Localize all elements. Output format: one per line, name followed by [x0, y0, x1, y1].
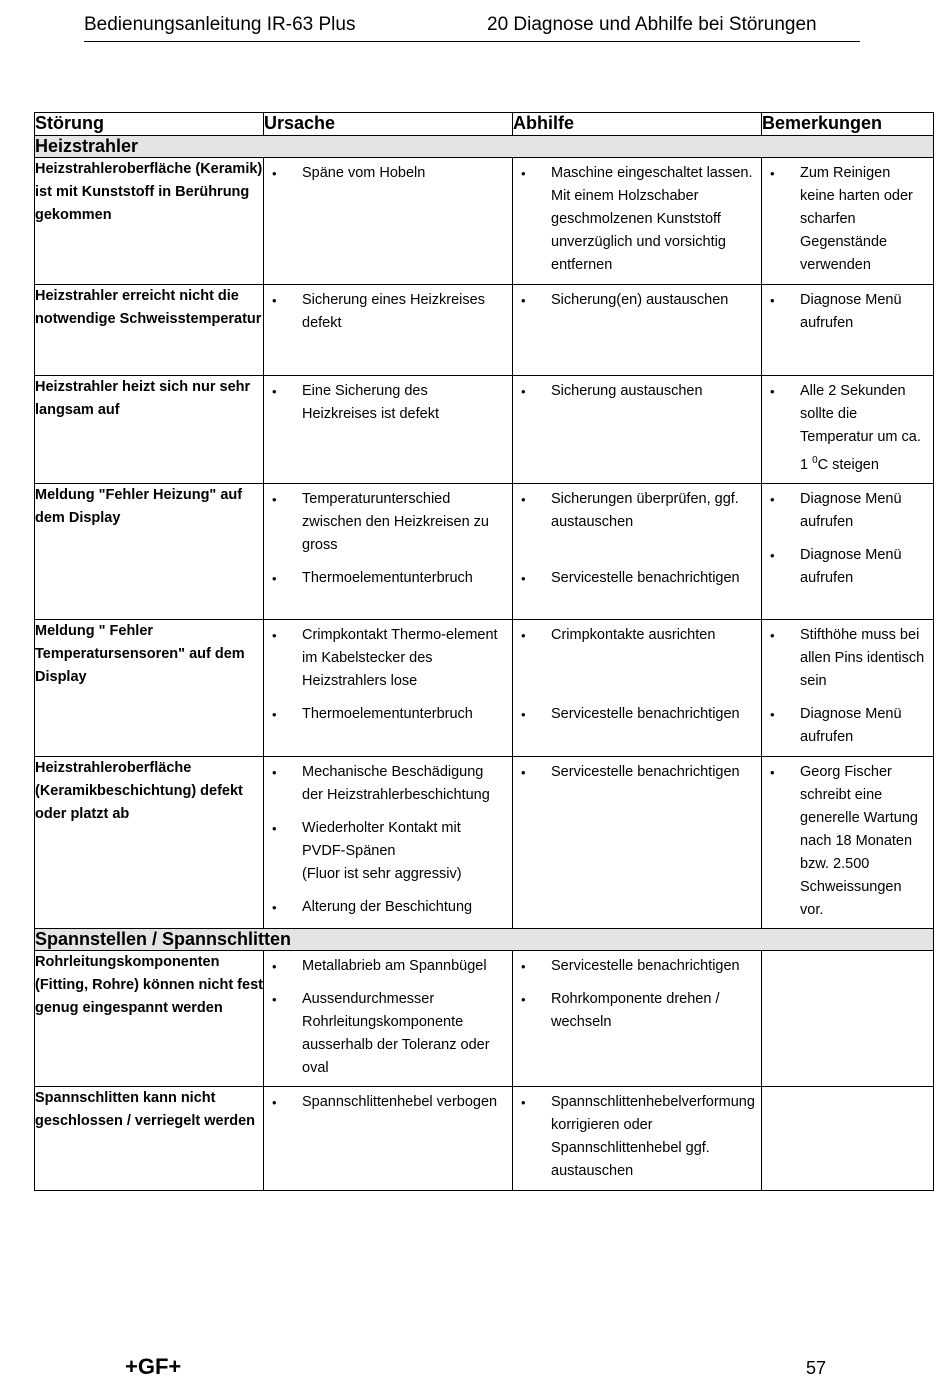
- ursache-cell: [264, 158, 513, 285]
- list-item: [264, 817, 506, 886]
- bemerkungen-cell: [762, 756, 934, 928]
- stoerung-cell: Rohrleitungskomponenten (Fitting, Rohre) können nicht fest genug eingespannt werden: [35, 950, 264, 1086]
- bemerkungen-cell: [762, 1086, 934, 1190]
- column-header-bemerkungen: Bemerkungen: [762, 113, 934, 136]
- stoerung-cell: Heizstrahleroberfläche (Keramik) ist mit Kunststoff in Berührung gekommen: [35, 158, 264, 285]
- document-title: Bedienungsanleitung IR-63 Plus: [84, 14, 356, 35]
- list-item: • Metallabrieb am Spannbügel: [264, 955, 506, 978]
- bemerkungen-cell: [762, 285, 934, 376]
- list-item: • Spannschlittenhebel verbogen: [264, 1091, 506, 1114]
- section-title: Heizstrahler: [35, 136, 934, 158]
- stoerung-cell: Meldung "Fehler Heizung" auf dem Display: [35, 483, 264, 619]
- bemerkungen-cell: [762, 483, 934, 619]
- table-row: [35, 158, 934, 285]
- column-header-ursache: Ursache: [264, 113, 513, 136]
- remark-text: Alle 2 Sekunden sollte die Temperatur um ca. 1: [800, 383, 921, 473]
- bemerkungen-cell: [762, 619, 934, 756]
- list-item: • Crimpkontakte ausrichten: [513, 624, 755, 647]
- table-row: [35, 619, 934, 756]
- abhilfe-cell: [513, 376, 762, 484]
- table-row: [35, 483, 934, 619]
- list-item: • Diagnose Menü aufrufen: [762, 703, 927, 749]
- list-item: • Sicherung austauschen: [513, 380, 755, 403]
- list-item: • Aussendurchmesser Rohrleitungskomponente ausserhalb der Toleranz oder oval: [264, 988, 506, 1080]
- list-item: • Temperaturunterschied zwischen den Heizkreisen zu gross: [264, 488, 506, 557]
- list-item: • Zum Reinigen keine harten oder scharfen Gegenstände verwenden: [762, 162, 927, 277]
- stoerung-cell: Heizstrahleroberfläche (Keramikbeschichtung) defekt oder platzt ab: [35, 756, 264, 928]
- section-title: Spannstellen / Spannschlitten: [35, 928, 934, 950]
- abhilfe-cell: [513, 483, 762, 619]
- gf-logo: +GF+: [125, 1354, 182, 1379]
- list-item: • Spannschlittenhebelverformung korrigieren oder Spannschlittenhebel ggf. austauschen: [513, 1091, 755, 1183]
- list-item: • Alterung der Beschichtung: [264, 896, 506, 919]
- list-item: • Sicherungen überprüfen, ggf. austauschen: [513, 488, 755, 534]
- list-item: • Eine Sicherung des Heizkreises ist defekt: [264, 380, 506, 426]
- bemerkungen-cell: [762, 158, 934, 285]
- abhilfe-cell: [513, 619, 762, 756]
- ursache-cell: [264, 1086, 513, 1190]
- stoerung-cell: Heizstrahler erreicht nicht die notwendige Schweisstemperatur: [35, 285, 264, 376]
- list-item: • Diagnose Menü aufrufen: [762, 544, 927, 590]
- abhilfe-cell: [513, 285, 762, 376]
- bemerkungen-cell: [762, 950, 934, 1086]
- column-header-abhilfe: Abhilfe: [513, 113, 762, 136]
- list-item: • Späne vom Hobeln: [264, 162, 506, 185]
- stoerung-cell: Heizstrahler heizt sich nur sehr langsam auf: [35, 376, 264, 484]
- list-item: • Maschine eingeschaltet lassen. Mit einem Holzschaber geschmolzenen Kunststoff unverzüglich und vorsichtig entfernen: [513, 162, 755, 277]
- table-row: [35, 1086, 934, 1190]
- ursache-cell: [264, 376, 513, 484]
- stoerung-cell: Meldung " Fehler Temperatursensoren" auf dem Display: [35, 619, 264, 756]
- list-item: • Thermoelementunterbruch: [264, 567, 506, 590]
- abhilfe-cell: [513, 950, 762, 1086]
- list-item: • Mechanische Beschädigung der Heizstrahlerbeschichtung: [264, 761, 506, 807]
- ursache-cell: [264, 483, 513, 619]
- list-item-text: • Wiederholter Kontakt mit PVDF-Spänen: [302, 819, 461, 859]
- column-header-stoerung: Störung: [35, 113, 264, 136]
- list-item: • Servicestelle benachrichtigen: [513, 703, 755, 726]
- list-item: • Servicestelle benachrichtigen: [513, 567, 755, 590]
- list-item: • Servicestelle benachrichtigen: [513, 955, 755, 978]
- page-number: 57: [806, 1358, 827, 1378]
- page-header: [84, 12, 860, 42]
- abhilfe-cell: [513, 756, 762, 928]
- list-item: • Diagnose Menü aufrufen: [762, 488, 927, 534]
- table-row: [35, 950, 934, 1086]
- list-item: • Thermoelementunterbruch: [264, 703, 506, 726]
- list-item: • Georg Fischer schreibt eine generelle Wartung nach 18 Monaten bzw. 2.500 Schweissungen vor.: [762, 761, 927, 922]
- troubleshooting-table: [34, 112, 934, 1191]
- list-item: • Sicherung(en) austauschen: [513, 289, 755, 312]
- table-row: [35, 376, 934, 484]
- abhilfe-cell: [513, 158, 762, 285]
- list-item: [762, 380, 927, 477]
- degree-superscript: 0: [812, 455, 818, 466]
- table-row: [35, 756, 934, 928]
- list-item: • Crimpkontakt Thermo-element im Kabelstecker des Heizstrahlers lose: [264, 624, 506, 693]
- section-row: [35, 928, 934, 950]
- list-item-note: (Fluor ist sehr aggressiv): [302, 865, 462, 882]
- bemerkungen-cell: [762, 376, 934, 484]
- list-item: • Stifthöhe muss bei allen Pins identisch sein: [762, 624, 927, 693]
- stoerung-cell: Spannschlitten kann nicht geschlossen / verriegelt werden: [35, 1086, 264, 1190]
- section-row: [35, 136, 934, 158]
- ursache-cell: [264, 756, 513, 928]
- list-item: • Sicherung eines Heizkreises defekt: [264, 289, 506, 335]
- chapter-title: 20 Diagnose und Abhilfe bei Störungen: [487, 14, 817, 35]
- ursache-cell: [264, 950, 513, 1086]
- table-row: [35, 285, 934, 376]
- abhilfe-cell: [513, 1086, 762, 1190]
- list-item: • Servicestelle benachrichtigen: [513, 761, 755, 784]
- ursache-cell: [264, 619, 513, 756]
- list-item: • Diagnose Menü aufrufen: [762, 289, 927, 335]
- table-header-row: [35, 113, 934, 136]
- ursache-cell: [264, 285, 513, 376]
- remark-text: C steigen: [817, 456, 879, 473]
- list-item: • Rohrkomponente drehen / wechseln: [513, 988, 755, 1034]
